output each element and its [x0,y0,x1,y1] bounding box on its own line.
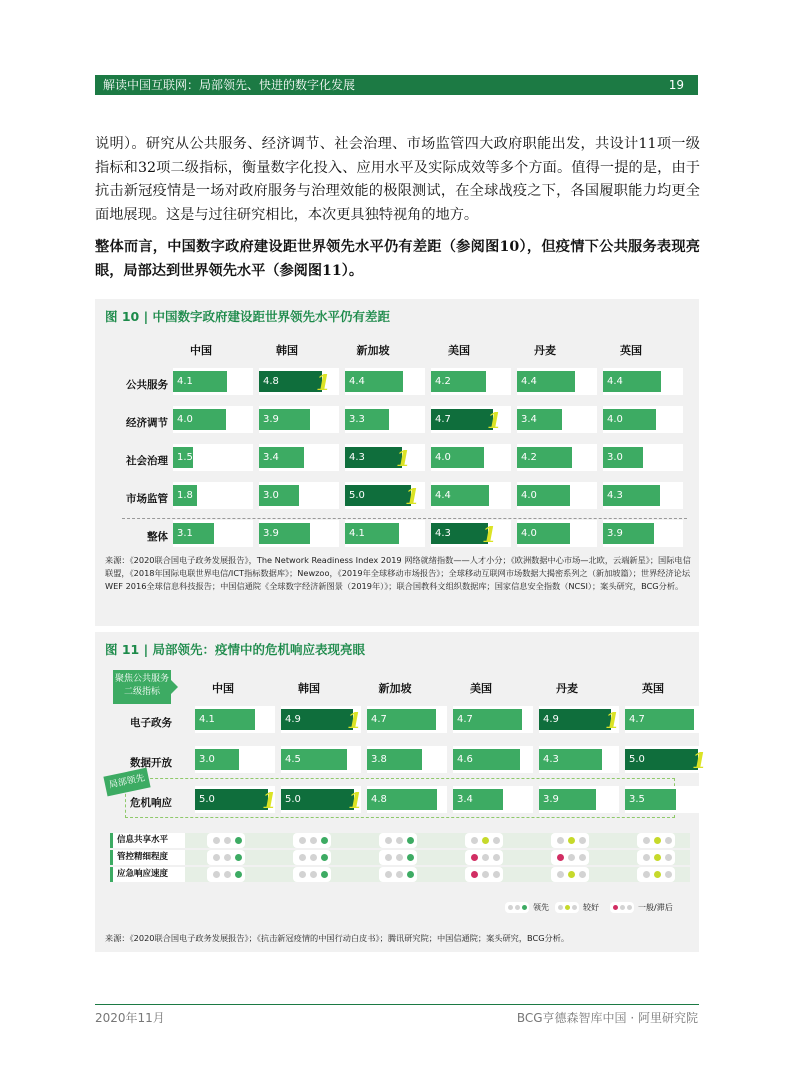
body-paragraph-2: 整体而言，中国数字政府建设距世界领先水平仍有差距（参阅图10），但疫情下公共服务表现亮眼，局部达到世界领先水平（参阅图11）。 [95,239,700,279]
leader-marker: 1 [405,484,420,509]
value-bar: 3.0 [195,749,239,770]
indicator-dot [224,837,231,844]
indicator-dots [207,833,245,848]
value-bar: 4.0 [173,409,226,430]
indicator-dots [379,850,417,865]
indicator-dot [224,854,231,861]
legend-poor-dots [610,902,634,913]
indicator-dot [568,871,575,878]
value-bar: 3.4 [453,789,503,810]
legend-good [555,902,599,913]
value-bar: 4.4 [603,371,661,392]
indicator-dot [213,871,220,878]
row-label: 电子政务 [130,717,172,729]
value-bar: 4.3 [431,523,488,544]
indicator-label: 信息共享水平 [110,833,185,848]
country-header: 美国 [448,344,470,357]
leader-marker: 1 [262,788,277,813]
row-label: 危机响应 [130,797,172,809]
value-bar: 4.3 [345,447,402,468]
indicator-dot [643,837,650,844]
indicator-dot [654,871,661,878]
leader-marker: 1 [348,788,363,813]
indicator-dot [493,854,500,861]
value-bar: 4.9 [539,709,611,730]
value-bar: 4.8 [259,371,322,392]
leader-marker: 1 [347,708,362,733]
country-header: 丹麦 [556,682,578,695]
figure-10-source: 来源：《2020联合国电子政务发展报告》，The Network Readiness Index 2019 网络就绪指数——人才小分；《欧洲数据中心市场—北欧，云端新星》；国际电信联盟，《2018年国际电联世界电信/ICT指标数据库》；Newzoo，《2019年全球移动市场报告》；全球移动互联网市场数据大揭密系列之（新加坡篇）；世界经济论坛WEF 2016全球信息科技报告；中国信通院《全球数字经济新图景（2019年）》；联合国教科文组织数据库；国家信息安全指数（NCSI）；案头研究，BCG分析。 [105,555,691,591]
indicator-dot [482,871,489,878]
indicator-dot [299,871,306,878]
country-header: 韩国 [298,682,320,695]
country-header: 美国 [470,682,492,695]
country-header: 新加坡 [356,344,390,357]
legend-lead-label: 领先 [533,903,549,912]
leader-marker: 1 [605,708,620,733]
legend-good-label: 较好 [583,903,599,912]
indicator-band [185,850,690,865]
indicator-dot [568,854,575,861]
body-paragraph-1: 说明）。研究从公共服务、经济调节、社会治理、市场监管四大政府职能出发，共设计11项一级指标和32项二级指标，衡量数字化投入、应用水平及实际成效等多个方面。值得一提的是，由于抗击新冠疫情是一场对政府服务与治理效能的极限测试，在全球战疫之下，各国履职能力均更全面地展现。这是与过往研究相比，本次更具独特视角的地方。 [95,136,700,223]
value-bar: 4.2 [517,447,572,468]
indicator-dots [637,867,675,882]
footer-date: 2020年11月 [95,1011,165,1025]
figure-10 [95,299,699,626]
indicator-dots [207,850,245,865]
indicator-band [185,867,690,882]
local-lead-badge: 局部领先 [103,768,150,797]
indicator-dot [299,837,306,844]
indicator-dots [293,850,331,865]
indicator-dot [213,837,220,844]
indicator-dot [643,871,650,878]
country-header: 中国 [190,344,212,357]
figure-10-title: 图 10 | 中国数字政府建设距世界领先水平仍有差距 [105,309,391,324]
indicator-dots [207,867,245,882]
figure-11 [95,632,707,952]
value-bar: 4.7 [431,409,493,430]
indicator-dots [293,833,331,848]
value-bar: 4.7 [453,709,522,730]
country-header: 英国 [642,682,664,695]
indicator-dot [568,837,575,844]
indicator-dots [551,867,589,882]
indicator-dot [557,871,564,878]
indicator-dot [643,854,650,861]
value-bar: 4.7 [625,709,694,730]
value-bar: 5.0 [281,789,354,810]
indicator-dot [471,854,478,861]
value-bar: 4.4 [517,371,575,392]
legend-lead [505,902,549,913]
figure-11-source: 来源：《2020联合国电子政务发展报告》；《抗击新冠疫情的中国行动白皮书》；腾讯研究院；中国信通院；案头研究，BCG分析。 [105,933,570,943]
row-label: 整体 [147,531,168,543]
value-bar: 3.9 [603,523,654,544]
value-bar: 1.5 [173,447,193,468]
legend-poor-label: 一般/滞后 [638,903,673,912]
indicator-dots [465,850,503,865]
indicator-band [185,833,690,848]
indicator-dot [557,854,564,861]
indicator-dot [493,837,500,844]
value-bar: 4.1 [173,371,227,392]
country-header: 新加坡 [378,682,412,695]
indicator-dot [396,854,403,861]
row-label: 数据开放 [130,757,172,769]
country-header: 中国 [212,682,234,695]
value-bar: 4.2 [431,371,486,392]
indicator-dot [493,871,500,878]
indicator-dot [224,871,231,878]
indicator-dot [396,871,403,878]
row-label: 市场监管 [126,493,168,505]
value-bar: 4.6 [453,749,520,770]
indicator-dot [396,837,403,844]
indicator-dot [407,871,414,878]
value-bar: 4.5 [281,749,347,770]
indicator-dot [321,854,328,861]
value-bar: 5.0 [625,749,698,770]
indicator-dot [654,837,661,844]
leader-marker: 1 [316,370,331,395]
indicator-dots [379,833,417,848]
indicator-dot [213,854,220,861]
indicator-dots [379,867,417,882]
indicator-dots [465,833,503,848]
value-bar: 3.5 [625,789,676,810]
indicator-dots [637,850,675,865]
row-label: 经济调节 [126,417,168,429]
value-bar: 4.1 [345,523,399,544]
legend-good-dots [555,902,579,913]
leader-marker: 1 [396,446,411,471]
value-bar: 3.4 [259,447,304,468]
value-bar: 3.9 [539,789,596,810]
indicator-dot [321,871,328,878]
value-bar: 5.0 [195,789,268,810]
separator [122,518,687,519]
indicator-dots [551,833,589,848]
indicator-dots [293,867,331,882]
value-bar: 4.4 [345,371,403,392]
indicator-dot [235,854,242,861]
value-bar: 1.8 [173,485,197,506]
value-bar: 3.8 [367,749,422,770]
indicator-dot [310,837,317,844]
indicator-dot [471,837,478,844]
indicator-dot [385,854,392,861]
indicator-dot [579,871,586,878]
focus-tag: 聚焦公共服务二级指标 [113,670,171,704]
value-bar: 4.7 [367,709,436,730]
indicator-dots [551,850,589,865]
value-bar: 3.3 [345,409,389,430]
indicator-dot [482,837,489,844]
figure-11-title: 图 11 | 局部领先：疫情中的危机响应表现亮眼 [105,642,366,657]
indicator-dot [235,837,242,844]
indicator-dot [385,837,392,844]
value-bar: 3.9 [259,523,310,544]
value-bar: 4.0 [431,447,484,468]
footer-rule [95,1004,699,1005]
value-bar: 4.0 [517,523,570,544]
value-bar: 4.1 [195,709,255,730]
indicator-dot [299,854,306,861]
value-bar: 4.8 [367,789,437,810]
indicator-dot [665,837,672,844]
country-header: 韩国 [276,344,298,357]
value-bar: 4.0 [517,485,570,506]
row-label: 公共服务 [126,379,168,391]
country-header: 丹麦 [534,344,556,357]
value-bar: 4.3 [539,749,602,770]
indicator-dot [321,837,328,844]
value-bar: 4.4 [431,485,489,506]
indicator-dot [407,837,414,844]
footer-org: BCG亨德森智库中国 · 阿里研究院 [516,1011,698,1025]
value-bar: 3.1 [173,523,214,544]
indicator-dot [471,871,478,878]
value-bar: 3.4 [517,409,562,430]
value-bar: 4.9 [281,709,353,730]
indicator-dot [557,837,564,844]
legend-poor [610,902,673,913]
row-label: 社会治理 [126,455,168,467]
value-bar: 3.0 [259,485,299,506]
page-header [95,75,698,95]
indicator-label: 管控精细程度 [110,850,185,865]
value-bar: 3.0 [603,447,643,468]
indicator-dot [665,854,672,861]
value-bar: 4.0 [603,409,656,430]
country-header: 英国 [620,344,642,357]
indicator-dot [482,854,489,861]
indicator-dots [465,867,503,882]
indicator-dot [310,871,317,878]
leader-marker: 1 [482,522,497,547]
indicator-dot [654,854,661,861]
value-bar: 5.0 [345,485,411,506]
value-bar: 4.3 [603,485,660,506]
leader-marker: 1 [487,408,502,433]
indicator-dot [385,871,392,878]
indicator-label: 应急响应速度 [110,867,185,882]
indicator-dot [579,837,586,844]
indicator-dots [637,833,675,848]
value-bar: 3.9 [259,409,310,430]
indicator-dot [235,871,242,878]
indicator-dot [579,854,586,861]
indicator-dot [407,854,414,861]
leader-marker: 1 [692,748,707,773]
indicator-dot [665,871,672,878]
legend-lead-dots [505,902,529,913]
indicator-dot [310,854,317,861]
header-title: 解读中国互联网：局部领先、快进的数字化发展 [103,78,356,92]
page-number: 19 [668,78,684,92]
